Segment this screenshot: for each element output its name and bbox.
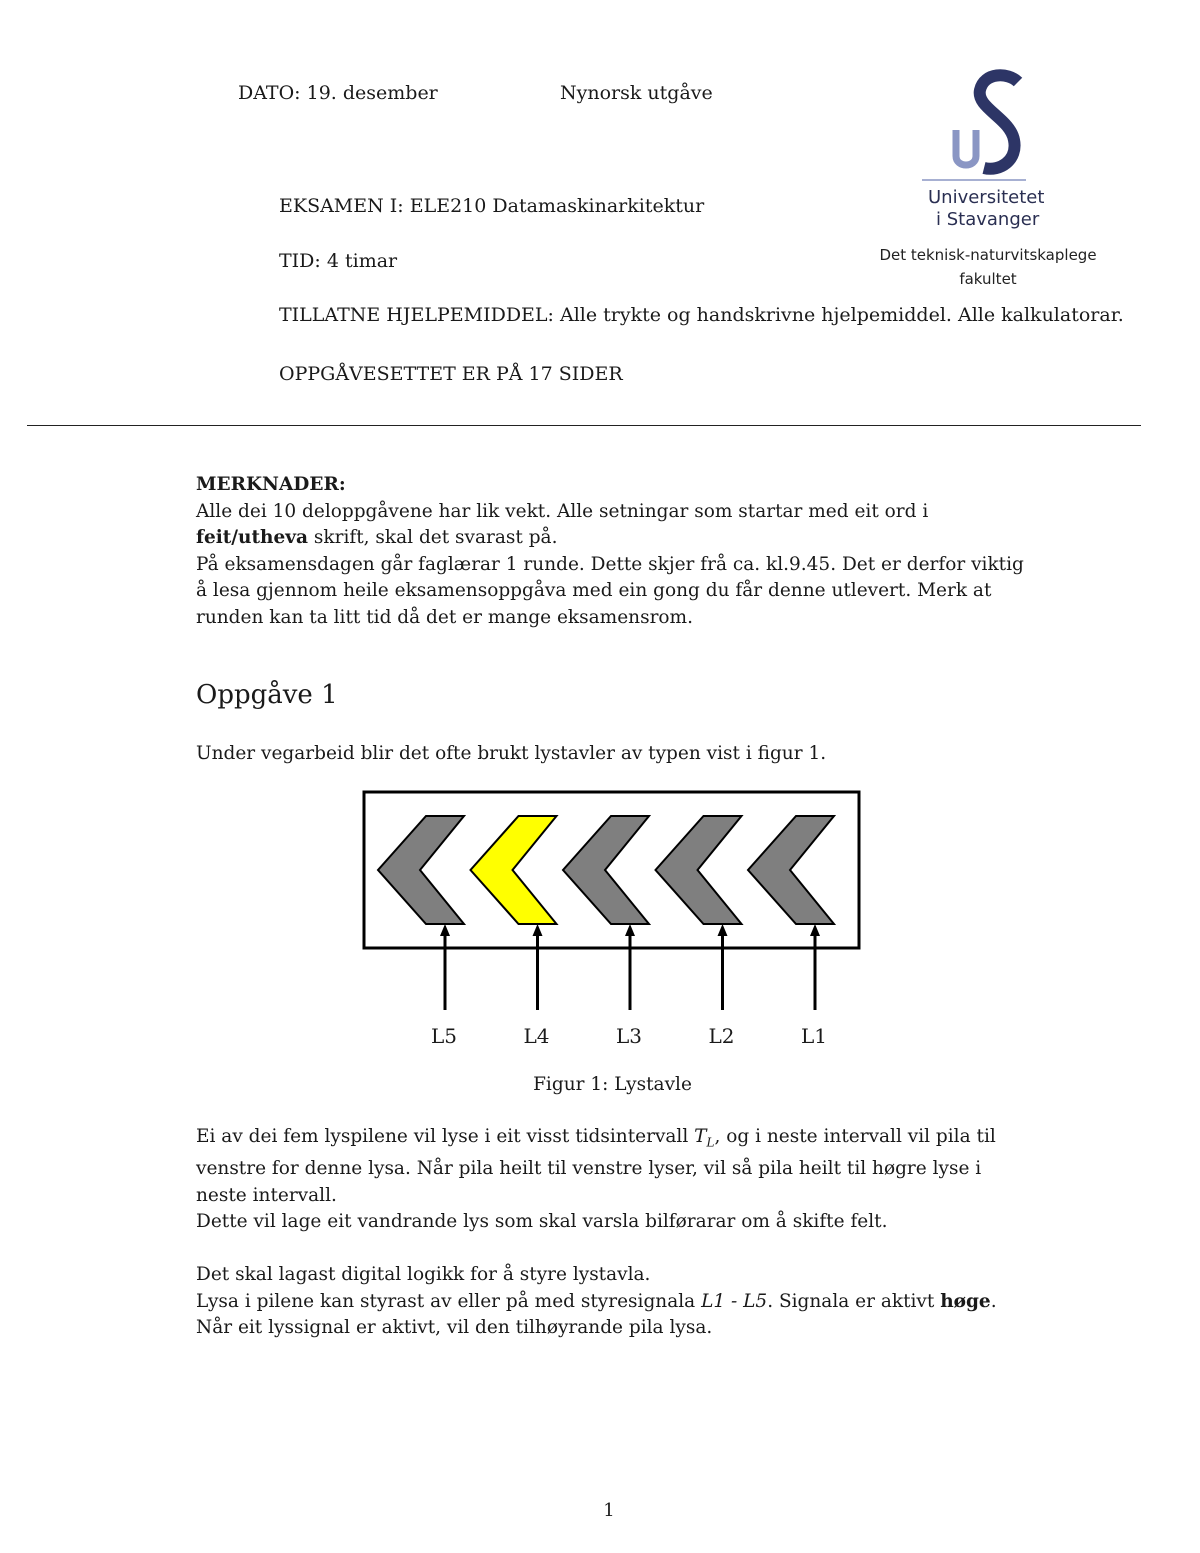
signal-names: L1 - L5 xyxy=(701,1290,768,1312)
faculty-name xyxy=(858,243,1118,291)
light-board-figure xyxy=(360,788,865,1058)
page-count: OPPGÅVESETTET ER PÅ 17 SIDER xyxy=(279,363,623,385)
task-text: Ei av dei fem lyspilene vil lyse i eit visst tidsintervall xyxy=(196,1126,695,1147)
notes-text: Alle dei 10 deloppgåvene har lik vekt. Alle setningar som startar med eit ord i xyxy=(196,500,929,522)
task-body xyxy=(196,1124,1036,1342)
faculty-line-1: Det teknisk-naturvitskaplege xyxy=(879,246,1097,264)
bold-word: høge xyxy=(940,1290,991,1312)
signal-label-l1: L1 xyxy=(801,1024,828,1048)
signal-label-l3: L3 xyxy=(616,1024,643,1048)
header-divider xyxy=(27,425,1141,426)
edition-label: Nynorsk utgåve xyxy=(560,82,713,104)
task-paragraph-3: Det skal lagast digital logikk for å styre lystavla. xyxy=(196,1264,651,1286)
signal-label-l5: L5 xyxy=(431,1024,458,1048)
task-text: , og i neste intervall vil pila til venstre for denne lysa. Når pila heilt til venstre lyser, vil så pila heilt til høgre lyse i neste intervall. xyxy=(196,1126,996,1206)
symbol-T: T xyxy=(694,1126,707,1147)
task-paragraph-1 xyxy=(196,1124,1036,1209)
task-text: Lysa i pilene kan styrast av eller på med styresignala xyxy=(196,1290,702,1312)
faculty-line-2: fakultet xyxy=(959,270,1017,288)
task-text: . Når eit lyssignal er aktivt, vil den tilhøyrande pila lysa. xyxy=(196,1290,997,1339)
signal-label-l4: L4 xyxy=(523,1024,550,1048)
uis-logo-icon xyxy=(920,68,1030,183)
logo-line-2: i Stavanger xyxy=(936,209,1040,230)
exam-duration: TID: 4 timar xyxy=(279,250,398,272)
allowed-aids: TILLATNE HJELPEMIDDEL: Alle trykte og handskrivne hjelpemiddel. Alle kalkulatorar. xyxy=(279,304,1124,326)
exam-title: EKSAMEN I: ELE210 Datamaskinarkitektur xyxy=(279,195,705,217)
task-text: . Signala er aktivt xyxy=(767,1290,941,1312)
notes-bold-word: feit/utheva xyxy=(196,527,309,548)
notes-paragraph-2: På eksamensdagen går faglærar 1 runde. Dette skjer frå ca. kl.9.45. Det er derfor viktig å lesa gjennom heile eksamensoppgåva med ein gong du får denne utlevert. Merk at runden kan ta litt tid då det er mange eksamensrom. xyxy=(196,553,1024,628)
notes-heading: MERKNADER: xyxy=(196,474,346,495)
notes-paragraph-1 xyxy=(196,499,1036,552)
logo-line-1: Universitetet xyxy=(928,187,1045,208)
task-intro-text: Under vegarbeid blir det ofte brukt lystavler av typen vist i figur 1. xyxy=(196,743,827,764)
task-paragraph-2: Dette vil lage eit vandrande lys som skal varsla bilførarar om å skifte felt. xyxy=(196,1211,888,1233)
task-paragraph-4 xyxy=(196,1289,1036,1342)
task-title: Oppgåve 1 xyxy=(196,680,338,710)
notes-text: skrift, skal det svarast på. xyxy=(313,527,558,548)
figure-caption: Figur 1: Lystavle xyxy=(533,1074,692,1095)
symbol-subscript: L xyxy=(706,1135,715,1150)
exam-date: DATO: 19. desember xyxy=(238,82,438,104)
notes-section xyxy=(196,472,1036,631)
task-intro xyxy=(196,741,1036,768)
page-number: 1 xyxy=(603,1500,615,1521)
signal-label-l2: L2 xyxy=(708,1024,735,1048)
